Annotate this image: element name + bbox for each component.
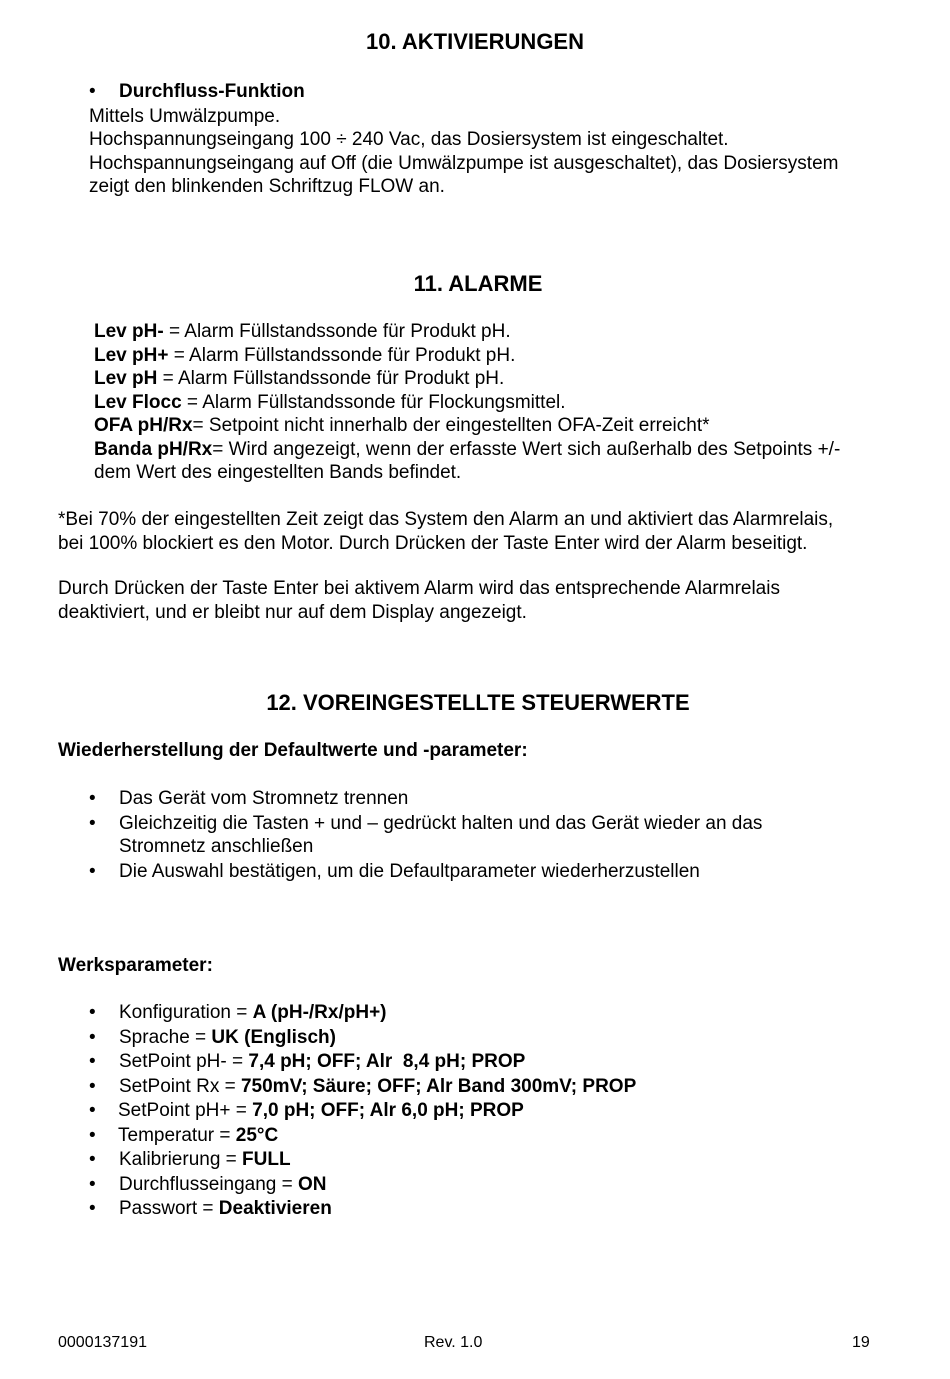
alarm-term: OFA pH/Rx xyxy=(94,415,193,436)
restore-steps xyxy=(89,787,919,884)
alarm-item xyxy=(94,320,924,344)
restore-heading: Wiederherstellung der Defaultwerte und -parameter: xyxy=(58,740,528,761)
alarm-list xyxy=(94,320,924,485)
alarm-note-2 xyxy=(58,577,928,624)
alarm-desc: = Alarm Füllstandssonde für Flockungsmittel. xyxy=(181,391,566,413)
alarm-desc: = Alarm Füllstandssonde für Produkt pH. xyxy=(163,321,511,342)
bullet-icon: • xyxy=(89,1173,96,1195)
bullet-icon: • xyxy=(89,1198,96,1219)
list-item xyxy=(89,1075,919,1100)
param-label: Sprache = xyxy=(119,1026,212,1048)
alarm-note-1 xyxy=(58,508,928,555)
bullet-icon: • xyxy=(89,1002,96,1023)
alarm-term: Lev pH xyxy=(94,368,158,389)
bullet-icon: • xyxy=(89,1124,96,1146)
list-item xyxy=(89,812,919,836)
alarm-desc: = Alarm Füllstandssonde für Produkt pH. xyxy=(157,368,505,389)
param-label: Durchflusseingang = xyxy=(119,1173,299,1195)
paragraph-line: deaktiviert, und er bleibt nur auf dem Display angezeigt. xyxy=(58,601,527,623)
alarm-item xyxy=(94,344,924,368)
footer-doc-number: 0000137191 xyxy=(58,1334,147,1351)
alarm-term: Lev pH+ xyxy=(94,344,169,366)
alarm-item xyxy=(94,367,924,391)
param-label: Temperatur = xyxy=(118,1124,236,1146)
section-11-title: 11. ALARME xyxy=(413,271,543,296)
step-text: Das Gerät vom Stromnetz trennen xyxy=(119,788,409,809)
step-text: Stromnetz anschließen xyxy=(119,836,314,857)
alarm-item xyxy=(94,438,924,462)
param-label: Konfiguration = xyxy=(119,1002,253,1023)
paragraph-line: zeigt den blinkenden Schriftzug FLOW an. xyxy=(89,176,445,197)
bullet-icon: • xyxy=(89,1149,96,1170)
bullet-icon: • xyxy=(89,788,96,809)
param-value: UK (Englisch) xyxy=(211,1026,336,1048)
param-value: 7,0 pH; OFF; Alr 6,0 pH; PROP xyxy=(252,1100,524,1121)
param-label: SetPoint Rx = xyxy=(119,1075,241,1097)
paragraph-line: Durch Drücken der Taste Enter bei aktivem Alarm wird das entsprechende Alarmrelais xyxy=(58,578,780,599)
alarm-desc: = Alarm Füllstandssonde für Produkt pH. xyxy=(168,344,516,366)
bullet-icon: • xyxy=(89,1100,96,1121)
list-item xyxy=(89,787,919,812)
list-item xyxy=(89,860,919,885)
list-item xyxy=(89,1001,919,1026)
param-label: Passwort = xyxy=(119,1198,219,1219)
list-item xyxy=(89,1197,919,1222)
param-value: 7,4 pH; OFF; Alr 8,4 pH; PROP xyxy=(248,1051,526,1072)
list-item xyxy=(89,1148,919,1173)
list-item xyxy=(89,1099,919,1124)
bullet-icon: • xyxy=(89,81,96,102)
paragraph-line: Mittels Umwälzpumpe. xyxy=(89,105,281,127)
bullet-icon: • xyxy=(89,860,96,882)
param-label: Kalibrierung = xyxy=(119,1149,243,1170)
footer-page-number: 19 xyxy=(852,1334,870,1351)
list-item-continuation xyxy=(89,835,919,860)
paragraph-line: bei 100% blockiert es den Motor. Durch Drücken der Taste Enter wird der Alarm beseitigt. xyxy=(58,532,808,554)
param-value: FULL xyxy=(242,1149,291,1170)
alarm-term: Banda pH/Rx xyxy=(94,438,213,460)
param-label: SetPoint pH+ = xyxy=(118,1100,253,1121)
factory-heading: Werksparameter: xyxy=(58,955,213,976)
param-value: 750mV; Säure; OFF; Alr Band 300mV; PROP xyxy=(240,1075,637,1097)
paragraph-line: *Bei 70% der eingestellten Zeit zeigt das System den Alarm an und aktiviert das Alarmrelais, xyxy=(58,509,834,530)
param-value: ON xyxy=(298,1173,327,1195)
step-text: Gleichzeitig die Tasten + und – gedrückt halten und das Gerät wieder an das xyxy=(119,812,763,834)
section-10-title: 10. AKTIVIERUNGEN xyxy=(365,29,584,54)
bullet-title: Durchfluss-Funktion xyxy=(119,81,305,102)
alarm-term: Lev Flocc xyxy=(94,391,182,413)
alarm-item xyxy=(94,391,924,415)
param-label: SetPoint pH- = xyxy=(119,1051,249,1072)
param-value: Deaktivieren xyxy=(218,1198,332,1219)
bullet-icon: • xyxy=(89,812,96,834)
footer-revision: Rev. 1.0 xyxy=(424,1334,483,1351)
list-item xyxy=(89,1124,919,1149)
section-12-title: 12. VOREINGESTELLTE STEUERWERTE xyxy=(266,690,690,715)
alarm-item xyxy=(94,414,924,438)
list-item xyxy=(89,80,919,105)
param-value: 25°C xyxy=(235,1124,279,1146)
bullet-icon: • xyxy=(89,1051,96,1072)
param-value: A (pH-/Rx/pH+) xyxy=(252,1002,387,1023)
paragraph-line: Hochspannungseingang 100 ÷ 240 Vac, das Dosiersystem ist eingeschaltet. xyxy=(89,129,729,150)
bullet-icon: • xyxy=(89,1075,96,1097)
factory-params xyxy=(89,1001,919,1222)
alarm-desc: = Setpoint nicht innerhalb der eingestellten OFA-Zeit erreicht* xyxy=(192,415,710,436)
step-text: Die Auswahl bestätigen, um die Defaultparameter wiederherzustellen xyxy=(119,860,700,882)
section-10-body xyxy=(89,80,919,199)
paragraph-line: Hochspannungseingang auf Off (die Umwälzpumpe ist ausgeschaltet), das Dosiersystem xyxy=(89,152,839,174)
list-item xyxy=(89,1050,919,1075)
alarm-desc: = Wird angezeigt, wenn der erfasste Wert sich außerhalb des Setpoints +/- xyxy=(212,438,841,460)
list-item xyxy=(89,1026,919,1051)
list-item xyxy=(89,1173,919,1198)
bullet-icon: • xyxy=(89,1026,96,1048)
alarm-term: Lev pH- xyxy=(94,321,164,342)
alarm-continuation: dem Wert des eingestellten Bands befindet. xyxy=(94,462,462,483)
